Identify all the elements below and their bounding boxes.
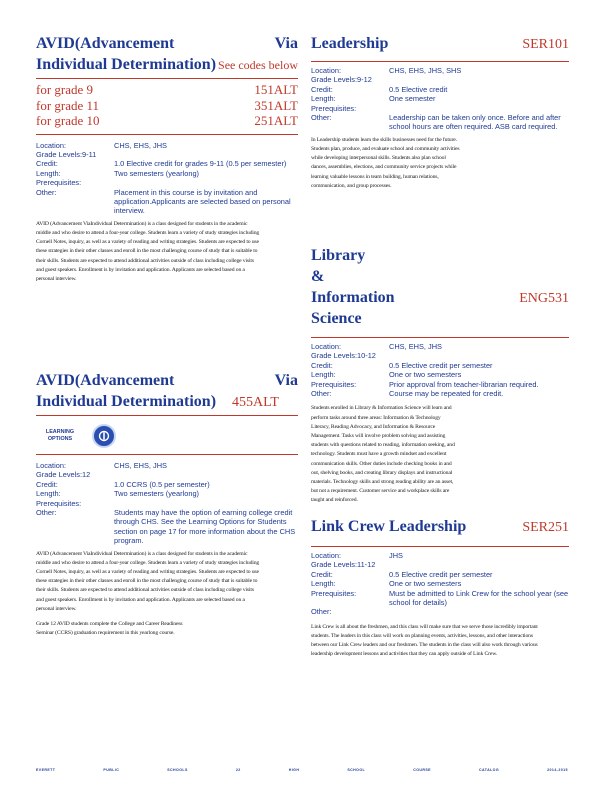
info-row: [311, 75, 569, 84]
info-value: One semester: [389, 94, 436, 104]
info-value: [389, 104, 569, 113]
course-title: Leadership: [311, 35, 389, 52]
info-value: Course may be repeated for credit.: [389, 389, 504, 399]
info-row: [311, 104, 569, 113]
info-label: Credit:: [36, 479, 58, 489]
footer-text: HIGH: [288, 768, 300, 772]
footer-text: CATALOG: [479, 768, 500, 772]
info-value: Students may have the option of earning college credit through CHS. See the Learning Options for Students section on page 17 for more information about the CHS program.: [114, 508, 296, 546]
info-row: [311, 579, 569, 588]
course-title: AVID(Advancement Via: [36, 35, 298, 52]
info-value: 0.5 Elective credit per semester: [389, 360, 493, 370]
info-value: CHS, EHS, JHS, SHS: [389, 66, 462, 75]
info-label: Credit:: [311, 84, 333, 94]
grade-code-row: [36, 82, 298, 98]
info-value: Placement in this course is by invitation and application.Applicants are selected based on personal interview.: [114, 187, 291, 216]
info-value: Prior approval from teacher-librarian required.: [389, 379, 539, 389]
info-value: Two semesters (yearlong): [114, 489, 200, 499]
grade-course-code: 251ALT: [254, 113, 298, 128]
info-row: [36, 508, 298, 546]
page-footer: [36, 768, 568, 772]
grade-label: for grade 10: [36, 113, 100, 128]
info-value: [389, 351, 569, 360]
info-label: Credit:: [36, 159, 58, 169]
info-row: [36, 470, 298, 479]
info-row: [311, 589, 569, 608]
info-label: Location:: [311, 551, 341, 560]
course-code: 455ALT: [232, 395, 279, 410]
course-leadership: [311, 33, 569, 191]
badge-label: LEARNING: [45, 429, 75, 435]
course-title-line2: Information Science: [311, 289, 395, 327]
info-label: Grade Levels:12: [36, 470, 91, 480]
divider: [36, 134, 298, 135]
info-label: Location:: [311, 66, 341, 75]
info-label: Prerequisites:: [311, 103, 357, 113]
course-code: SER101: [522, 37, 569, 52]
course-title: Link Crew Leadership: [311, 518, 467, 535]
learning-options-badge: [42, 424, 298, 448]
info-row: [311, 361, 569, 370]
info-label: Other:: [36, 187, 57, 197]
info-value: [389, 75, 569, 84]
course-code: SER251: [522, 520, 569, 535]
grade-code-row: [36, 98, 298, 114]
info-row: [311, 85, 569, 94]
grade-label: for grade 11: [36, 97, 100, 113]
info-label: Length:: [36, 168, 61, 178]
info-label: Grade Levels:9-12: [311, 75, 372, 85]
course-link-crew: [311, 516, 569, 660]
info-label: Other:: [311, 113, 332, 123]
course-description: Link Crew is all about the freshmen, and this class will make sure that we serve those incredibly important students. The leaders in this class will work on planning events, activities, lessons, and other interactions between our Link Crew leaders and our freshmen. The students in the class will also work through various leadership development lessons and activities that they can apply outside of Link Crew.: [311, 623, 538, 658]
info-label: Location:: [311, 342, 341, 351]
info-label: Credit:: [311, 360, 333, 370]
info-row: [36, 461, 298, 470]
info-row: [36, 499, 298, 508]
info-label: Length:: [311, 370, 336, 380]
course-description: In Leadership students learn the skills businesses need for the future. Students plan, produce, and evaluate school and community activities while developing interpersonal skills. Students also plan school dances, assemblies, elections, and community service projects while learning valuable lessons in team building, human relations, communication, and group processes.: [311, 136, 460, 189]
info-row: [36, 169, 298, 178]
course-avid-9-11: [36, 33, 298, 284]
info-value: [389, 560, 569, 569]
course-note: Grade 12 AVID students complete the College and Career Readiness Seminar (CCRS) graduation requirement in this yearlong course.: [36, 621, 183, 637]
info-label: Other:: [36, 508, 57, 518]
info-row: [311, 113, 569, 132]
info-row: [36, 178, 298, 187]
footer-text: 2014-2015: [547, 768, 568, 772]
divider: [311, 61, 569, 62]
course-info: [311, 342, 569, 398]
divider: [311, 546, 569, 547]
info-value: 1.0 CCRS (0.5 per semester): [114, 479, 210, 489]
info-value: Two semesters (yearlong): [114, 168, 200, 178]
info-row: [311, 570, 569, 579]
info-value: [114, 470, 298, 479]
info-value: 0.5 Elective credit: [389, 84, 448, 94]
info-label: Grade Levels:10-12: [311, 351, 376, 361]
course-description: AVID (Advancement ViaIndividual Determination) is a class designed for students in the academic middle and who desire to attend a four-year college. Students learn a variety of study strategies including Cornell Notes, inquiry, as well as a variety of reading and writing strategies. Students are expected to use these strategies in their other classes and enroll in the most challenging course of study that is suitable to their skills. Students are expected to attend additional activities outside of class including college visits and guest speakers. Enrollment is by invitation and application. Applicants are selected based on a personal interview.: [36, 220, 260, 282]
info-label: Length:: [311, 579, 336, 589]
info-row: [311, 551, 569, 560]
info-row: [36, 141, 298, 150]
course-title: AVID(Advancement Via: [36, 372, 298, 389]
info-label: Prerequisites:: [311, 588, 357, 598]
course-title-line2: Individual Determination): [36, 393, 217, 410]
info-value: [114, 178, 298, 187]
course-info: [311, 66, 569, 132]
info-label: Length:: [311, 94, 336, 104]
grade-codes: [36, 82, 298, 129]
info-label: Length:: [36, 489, 61, 499]
course-description: AVID (Advancement ViaIndividual Determination) is a class designed for students in the academic middle and who desire to attend a four-year college. Students learn a variety of study strategies including Cornell Notes, inquiry, as well as a variety of reading and writing strategies. Students are expected to use these strategies in their other classes and enroll in the most challenging course of study that is suitable to their skills. Students are expected to attend additional activities outside of class including college visits and guest speakers. Enrollment is by invitation and application. Applicants are selected based on a personal interview.: [36, 550, 260, 612]
info-label: Other:: [311, 607, 332, 617]
learning-options-icon: [92, 424, 116, 448]
info-value: Leadership can be taken only once. Before and after school hours are often required. ASB card required.: [389, 113, 561, 132]
divider: [36, 415, 298, 416]
course-title: Library &: [311, 247, 366, 285]
course-info: [36, 141, 298, 216]
course-description: Students enrolled in Library & Information Science will learn and perform tasks around three areas: Information & Technology Literacy, Reading Advocacy, and Information & Resource Management. Tasks will involve problem solving and assisting students with questions related to reading, information seeking, and technology. Students must have a growth mindset and excellent communication skills. Other duties include checking books in and out, shelving books, and creating library displays and instructional materials. Technology skills and strong reading ability are an asset, but not a requirement. Customer service and workplace skills are taught and reinforced.: [311, 405, 455, 504]
info-value: JHS: [389, 551, 403, 560]
info-row: [311, 370, 569, 379]
info-label: Prerequisites:: [36, 178, 82, 188]
info-value: [114, 150, 298, 159]
badge-label: OPTIONS: [47, 436, 73, 442]
footer-text: SCHOOL: [347, 768, 366, 772]
course-info: [311, 551, 569, 617]
course-title-line2: Individual Determination): [36, 56, 217, 73]
info-row: [36, 489, 298, 498]
info-label: Credit:: [311, 569, 333, 579]
grade-label: for grade 9: [36, 82, 94, 97]
info-row: [311, 380, 569, 389]
course-avid-12: [36, 370, 298, 638]
info-row: [311, 66, 569, 75]
info-label: Grade Levels:11-12: [311, 560, 376, 570]
footer-text: PUBLIC: [103, 768, 120, 772]
info-value: One or two semesters: [389, 370, 462, 380]
info-row: [36, 480, 298, 489]
footer-text: COURSE: [413, 768, 431, 772]
info-row: [311, 342, 569, 351]
info-value: [389, 607, 569, 616]
info-row: [311, 389, 569, 398]
info-label: Other:: [311, 389, 332, 399]
footer-text: SCHOOLS: [167, 768, 188, 772]
info-value: CHS, EHS, JHS: [114, 461, 167, 470]
info-row: [36, 159, 298, 168]
divider: [311, 337, 569, 338]
info-value: 1.0 Elective credit for grades 9-11 (0.5 per semester): [114, 159, 287, 169]
info-row: [311, 560, 569, 569]
info-label: Prerequisites:: [36, 498, 82, 508]
grade-course-code: 351ALT: [254, 97, 298, 113]
course-info: [36, 461, 298, 546]
divider: [36, 454, 298, 455]
divider: [36, 78, 298, 79]
footer-text: 22: [235, 768, 241, 772]
grade-code-row: [36, 113, 298, 129]
info-value: One or two semesters: [389, 579, 462, 589]
info-row: [311, 607, 569, 616]
info-label: Prerequisites:: [311, 379, 357, 389]
info-row: [311, 351, 569, 360]
info-value: CHS, EHS, JHS: [114, 140, 167, 150]
course-code: See codes below: [218, 58, 298, 72]
info-row: [311, 94, 569, 103]
info-row: [36, 188, 298, 216]
info-value: 0.5 Elective credit per semester: [389, 569, 493, 579]
course-library: [311, 245, 569, 506]
footer-text: EVERETT: [36, 768, 56, 772]
info-value: CHS, EHS, JHS: [389, 342, 442, 351]
info-row: [36, 150, 298, 159]
info-label: Location:: [36, 140, 66, 150]
course-code: ENG531: [519, 291, 569, 306]
info-label: Grade Levels:9-11: [36, 149, 97, 159]
info-value: [114, 499, 298, 508]
info-label: Location:: [36, 461, 66, 470]
grade-course-code: 151ALT: [254, 82, 298, 97]
info-value: Must be admitted to Link Crew for the school year (see school for details): [389, 588, 569, 608]
